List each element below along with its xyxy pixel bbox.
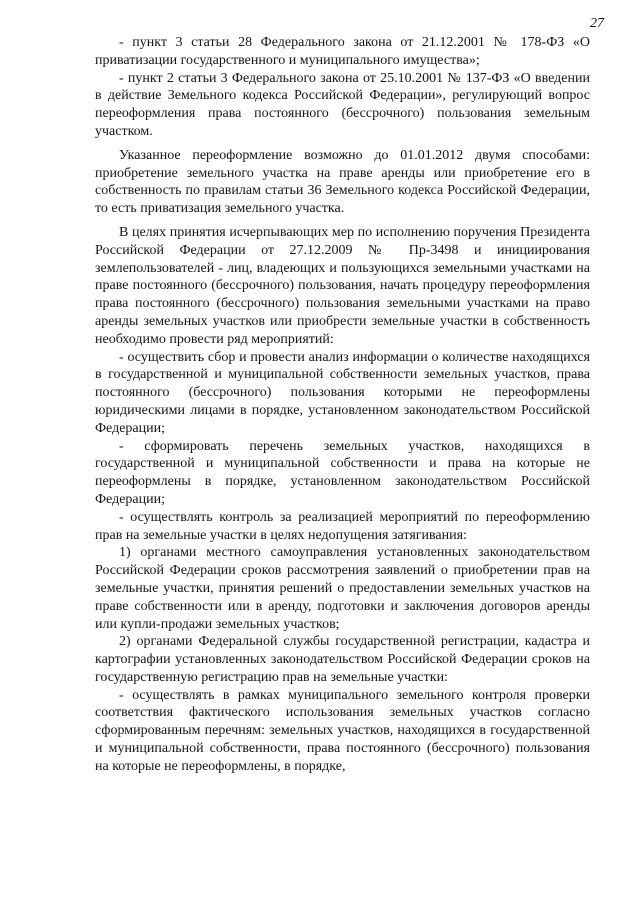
paragraph-list-item-2: - пункт 2 статьи 3 Федерального закона от 25.10.2001 № 137-ФЗ «О введении в действие Земельного кодекса Российской Федерации», регулирующий вопрос переоформления права постоянного (бессрочного) пользования земельным участком. <box>95 70 590 139</box>
paragraph-measure-inspections: - осуществлять в рамках муниципального земельного контроля проверки соответствия фактического использования земельных участков согласно сформированным перечням: земельных участков, находящихся в государственной и муниципальной собственности, права постоянного (бессрочного) пользования на которые не переоформлены, в порядке, <box>95 687 590 774</box>
paragraph-measure-form-list: - сформировать перечень земельных участков, находящихся в государственной и муниципальной собственности и права на которые не переоформлены в порядке, установленном законодательством Российской Федерации; <box>95 438 590 507</box>
paragraph-reformalization-methods: Указанное переоформление возможно до 01.01.2012 двумя способами: приобретение земельного участка на праве аренды или приобретение его в собственность по правилам статьи 36 Земельного кодекса Российской Федерации, то есть приватизация земельного участка. <box>95 147 590 217</box>
paragraph-subitem-2: 2) органами Федеральной службы государственной регистрации, кадастра и картографии установленных законодательством Российской Федерации сроков на государственную регистрацию прав на земельные участки: <box>95 634 590 685</box>
paragraph-measures-intro: В целях принятия исчерпывающих мер по исполнению поручения Президента Российской Федерации от 27.12.2009 № Пр-3498 и инициирования землепользователей - лиц, владеющих и пользующихся земельными участками на праве постоянного (бессрочного) пользования, начать процедуру переоформления права постоянного (бессрочного) пользования земельными участками на право аренды земельных участков или приобрести земельные участки в собственность необходимо провести ряд мероприятий: <box>95 224 590 347</box>
page-number: 27 <box>590 16 604 31</box>
paragraph-measure-collect-info: - осуществить сбор и провести анализ информации о количестве находящихся в государственной и муниципальной собственности земельных участков, права постоянного (бессрочного) пользования которыми не переоформлены юридическими лицами в порядке, установленном законодательством Российской Федерации; <box>95 349 590 436</box>
paragraph-subitem-1: 1) органами местного самоуправления установленных законодательством Российской Федерации сроков рассмотрения заявлений о приобретении прав на земельные участки, принятия решений о предоставлении земельных участков на праве собственности или в аренду, подготовки и заключения договоров аренды или купли-продажи земельных участков; <box>95 545 590 632</box>
paragraph-measure-control: - осуществлять контроль за реализацией мероприятий по переоформлению прав на земельные участки в целях недопущения затягивания: <box>95 509 590 543</box>
paragraph-list-item-1: - пункт 3 статьи 28 Федерального закона от 21.12.2001 № 178-ФЗ «О приватизации государственного и муниципального имущества»; <box>95 35 590 68</box>
document-body <box>95 34 590 776</box>
